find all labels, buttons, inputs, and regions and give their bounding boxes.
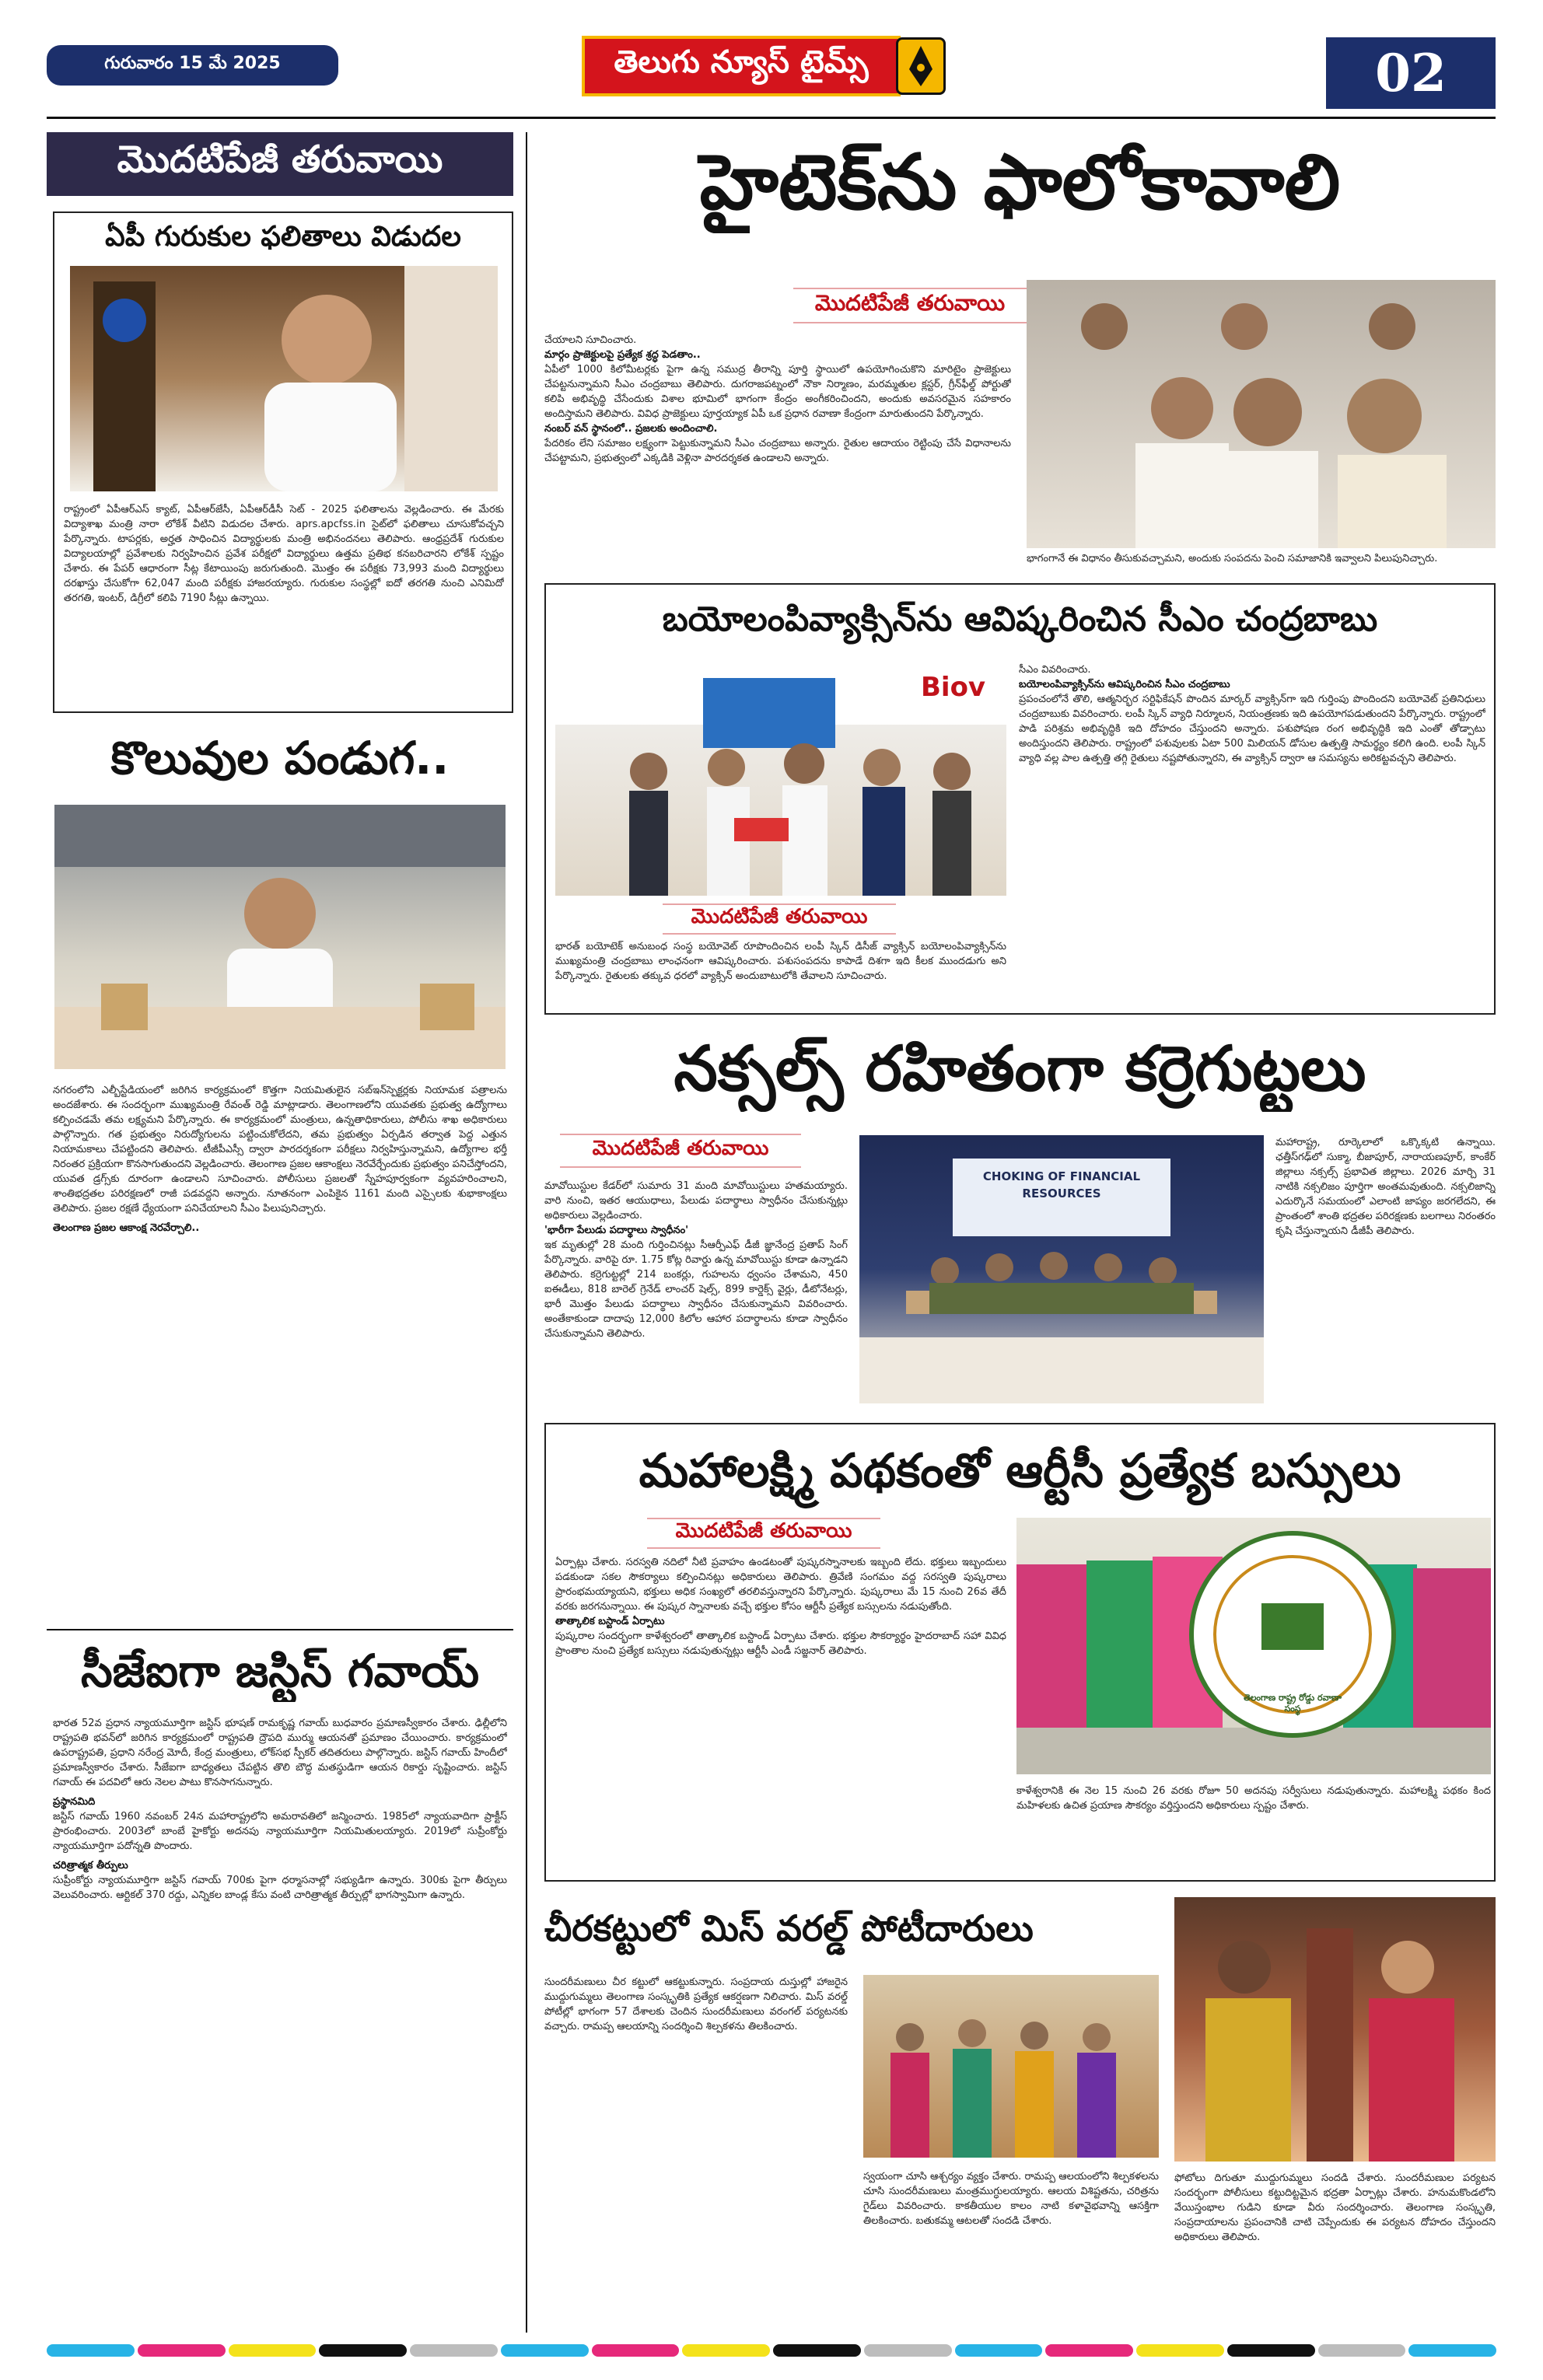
revanth-photo: [54, 805, 506, 1069]
hitec-subhead-2: నంబర్ వన్‌ స్థానంలో.. ప్రజలకు అందించాలి.: [544, 423, 718, 435]
masthead-logo: [582, 30, 947, 103]
miss-world-body-left: సుందరీమణులు చీర కట్టులో ఆకట్టుకున్నారు. సంప్రదాయ దుస్తుల్లో హాజరైన ముద్దుగుమ్మలు తెలంగాణ సంస్కృతికి ప్రత్యేక ఆకర్షణగా నిలిచారు. మిస్ వరల్డ్ పోటీల్లో భాగంగా 57 దేశాలకు చెందిన సుందరీమణులు వరంగల్ పర్యటనకు వచ్చారు. రామప్ప ఆలయాన్ని సందర్శించి శిల్పకళను తిలకించారు.: [544, 1976, 848, 2032]
vaccine-body-left: భారత్ బయోటెక్ అనుబంధ సంస్థ బయోవెట్ రూపొందించిన లంపీ స్కిన్ డిసీజ్ వ్యాక్సిన్ బయోలంపివ్యాక్సిన్‌ను ముఖ్యమంత్రి చంద్రబాబు లాంఛనంగా ఆవిష్కరించారు. పశుసంపదను కాపాడే దిశగా ఇది కీలక ముందడుగు అని పేర్కొన్నారు. రైతులకు తక్కువ ధరలో వ్యాక్సిన్ అందుబాటులోకి తేవాలని సూచించారు.: [555, 941, 1006, 982]
header-rule: [47, 117, 1496, 119]
cji-story: [47, 1629, 513, 2336]
issue-date: గురువారం 15 మే 2025: [47, 45, 338, 86]
hitec-continued: మొదటిపేజీ తరువాయి: [793, 288, 1027, 323]
vaccine-headline: బయోలంపివ్యాక్సిన్‌ను ఆవిష్కరించిన సీఎం చంద్రబాబు: [662, 599, 1378, 639]
hitec-headline: హైటెక్‌ను ఫాలోకావాలి: [699, 138, 1341, 227]
hitec-body-text-2: ఏపీలో 1000 కిలోమీటర్లకు పైగా ఉన్న సముద్ర తీరాన్ని పూర్తి స్థాయిలో ఉపయోగించుకొని మారిటైం ప్రాజెక్టులు చేపట్టనున్నామని సీఎం చంద్రబాబు తెలిపారు. దుగరాజపట్నంలో నౌకా నిర్మాణం, మరమ్మతుల క్లస్టర్, గ్రీన్‌ఫీల్డ్ పోర్టుతో కలిపి అభివృద్ధి చేసేందుకు విశాల భూమిలో భాగంగా కేంద్రం అంగీకరించిందని, అందుకు అవసరమైన సహకారం అందిస్తామని తెలిపారు. వివిధ ప్రాజెక్టులు పూర్తయ్యాక ఏపీ ఒక ప్రధాన రవాణా కేంద్రంగా మారుతుందని పేర్కొన్నారు.: [544, 364, 1011, 420]
crpf-press-photo: [859, 1135, 1264, 1403]
miss-world-portrait-photo: [1174, 1897, 1496, 2162]
rtc-headline: మహాలక్ష్మి పథకంతో ఆర్టీసీ ప్రత్యేక బస్సులు: [639, 1444, 1401, 1498]
gurukul-body: రాష్ట్రంలో ఏపీఆర్ఎస్ క్యాట్, ఏపీఆర్‌జేసీ, ఏపీఆర్‌డీసీ సెట్ - 2025 ఫలితాలను వెల్లడించారు. ఈ మేరకు విద్యాశాఖ మంత్రి నారా లోకేశ్ వీటిని విడుదల చేశారు. aprs.apcfss.in సైట్‌లో ఫలితాలు చూసుకోవచ్చని పేర్కొన్నారు. టాపర్లకు, అర్హత సాధించిన విద్యార్థులకు మంత్రి అభినందనలు తెలిపారు. ఆంధ్రప్రదేశ్ గురుకుల విద్యాలయాల్లో ప్రవేశాలకు నిర్వహించిన ప్రవేశ పరీక్షలో విద్యార్థులు ఉత్తమ ప్రతిభ కనబరిచారని లోకేశ్ స్పష్టం చేశారు. ఈ పేపర్ ఆధారంగా సీట్ల కేటాయింపు జరుగుతుంది. మొత్తం ఈ పరీక్షకు 73,993 మంది విద్యార్థులు దరఖాస్తు చేసుకోగా 62,047 మంది పరీక్షకు హాజరయ్యారు. గురుకుల సంస్థల్లో ఐదో తరగతి నుంచి ఎనిమిదో తరగతి, ఇంటర్, డిగ్రీలో కలిపి 7190 సీట్లు ఉన్నాయి.: [64, 504, 504, 604]
cji-rule: [47, 1629, 513, 1630]
cm-meeting-photo: [1027, 280, 1496, 548]
cji-subhead-1: ప్రస్థానమిది: [53, 1796, 96, 1808]
rtc-story: [544, 1423, 1496, 1882]
hitec-caption: భాగంగానే ఈ విధానం తీసుకువచ్చామని, అందుకు సంపదను పెంచి సమాజానికి ఇవ్వాలని పిలుపునిచ్చారు.: [1027, 553, 1438, 564]
jobs-title: కొలువుల పండుగ..: [110, 732, 450, 785]
jobs-body: [53, 1083, 507, 1627]
rtc-subhead: తాత్కాలిక బస్టాండ్ ఏర్పాటు: [555, 1616, 665, 1627]
vaccine-subhead: బయోలంపివ్యాక్సిన్‌ను ఆవిష్కరించిన సీఎం చంద్రబాబు: [1019, 679, 1230, 690]
masthead-title: తెలుగు న్యూస్ టైమ్స్: [582, 36, 901, 96]
color-registration-strip: [47, 2344, 1496, 2357]
miss-world-story: [544, 1897, 1496, 2336]
rtc-body-text-2: పుష్కరాల సందర్భంగా కాళేశ్వరంలో తాత్కాలిక బస్టాండ్ ఏర్పాటు చేశారు. భక్తుల సౌకర్యార్థం హైదరాబాద్ సహా వివిధ ప్రాంతాల నుంచి ప్రత్యేక బస్సులు నడుపుతున్నట్లు ఆర్టీసీ ఎండీ సజ్జనార్ తెలిపారు.: [555, 1630, 1006, 1657]
hitec-subhead-1: మార్గం ప్రాజెక్టులపై ప్రత్యేక శ్రద్ధ పెడతాం..: [544, 349, 701, 361]
pen-nib-icon: [896, 37, 946, 95]
cji-body-text: భారత 52వ ప్రధాన న్యాయమూర్తిగా జస్టిస్ భూషణ్ రామకృష్ణ గవాయ్ బుధవారం ప్రమాణస్వీకారం చేశారు. ఢిల్లీలోని రాష్ట్రపతి భవన్‌లో జరిగిన కార్యక్రమంలో రాష్ట్రపతి ద్రౌపది ముర్ము ఆయనతో ప్రమాణం చేయించారు. కార్యక్రమంలో ఉపరాష్ట్రపతి, ప్రధాని నరేంద్ర మోదీ, కేంద్ర మంత్రులు, లోక్‌సభ స్పీకర్ తదితరులు పాల్గొన్నారు. జస్టిస్ గవాయ్ హిందీలో ప్రమాణస్వీకారం చేశారు. సీజేఐగా బాధ్యతలు చేపట్టిన తొలి బౌద్ధ మతస్థుడిగా ఆయన రికార్డు సృష్టించారు. జస్టిస్ గవాయ్ ఈ పదవిలో ఆరు నెలల పాటు కొనసాగనున్నారు.: [53, 1718, 507, 1788]
naxals-subhead: 'భారీగా పేలుడు పదార్థాలు స్వాధీనం': [544, 1225, 689, 1236]
page-number: 02: [1326, 37, 1496, 109]
miss-world-headline: చీరకట్టులో మిస్ వరల్డ్ పోటీదారులు: [544, 1907, 1034, 1949]
vaccine-body-right-text-2: ప్రపంచంలోనే తొలి, ఆత్మనిర్భర సర్టిఫికేషన్ పొందిన మార్కర్ వ్యాక్సిన్‌గా ఇది గుర్తింపు పొందిందని బయోవెట్ ప్రతినిధులు చంద్రబాబుకు వివరించారు. లంపీ స్కిన్ వ్యాధి నిర్మూలన, నియంత్రణకు ఇది ఉపయోగపడుతుందని పేర్కొన్నారు. రాష్ట్రంలో పాడి పరిశ్రమ అభివృద్ధికి ఇది దోహదం చేస్తుందని అన్నారు. పశుపోషణ రంగ అభివృద్ధికి ఇది ఎంతో తోడ్పాటు అందిస్తుందని తెలిపారు. రాష్ట్రంలో పశువులకు ఏటా 500 మిలియన్ డోసుల ఉత్పత్తి సామర్థ్యం కలిగి ఉంది. లంపీ స్కిన్ వ్యాధి వల్ల పాల ఉత్పత్తి తగ్గి రైతులు నష్టపోతున్నారని, ఈ వ్యాక్సిన్ ద్వారా ఆ సమస్యను అరికట్టవచ్చని తెలిపారు.: [1019, 694, 1485, 764]
biov-banner-text: Biov: [921, 672, 986, 703]
rtc-body-right: కాళేశ్వరానికి ఈ నెల 15 నుంచి 26 వరకు రోజూ 50 అదనపు సర్వీసులు నడుపుతున్నారు. మహాలక్ష్మి పథకం కింద మహిళలకు ఉచిత ప్రయాణ సౌకర్యం వర్తిస్తుందని అధికారులు స్పష్టం చేశారు.: [1016, 1785, 1491, 1812]
hitec-body: [544, 333, 1011, 566]
jobs-body-text: నగరంలోని ఎల్బీస్టేడియంలో జరిగిన కార్యక్రమంలో కొత్తగా నియమితులైన సబ్‌ఇన్‌స్పెక్టర్లకు నియామక పత్రాలను అందజేశారు. ఈ సందర్భంగా ముఖ్యమంత్రి రేవంత్ రెడ్డి మాట్లాడారు. తెలంగాణలోని యువతకు ప్రభుత్వ ఉద్యోగాలు కల్పించడమే తమ లక్ష్యమని పేర్కొన్నారు. ఈ కార్యక్రమంలో మంత్రులు, ఉన్నతాధికారులు, పోలీసు శాఖ అధికారులు పాల్గొన్నారు. గత ప్రభుత్వం నిరుద్యోగులను పట్టించుకోలేదని, తమ ప్రభుత్వం ఏర్పడిన తర్వాత పెద్ద ఎత్తున నియామకాలు చేపట్టిందని తెలిపారు. టీజీపీఎస్సీ ద్వారా పారదర్శకంగా పరీక్షలు నిర్వహిస్తున్నామని, ఉద్యోగాల భర్తీ నిరంతర ప్రక్రియగా కొనసాగుతుందని వెల్లడించారు. తెలంగాణ ప్రజల ఆకాంక్షలు నెరవేర్చేందుకు ప్రభుత్వం పనిచేస్తోందని, యువత డ్రగ్స్‌కు దూరంగా ఉండాలని సూచించారు. పోలీసులు ప్రజలతో స్నేహపూర్వకంగా వ్యవహరించాలని, శాంతిభద్రతల పరిరక్షణలో రాజీ పడవద్దని అన్నారు. నూతనంగా ఎంపికైన 1161 మంది ఎస్సైలకు శుభాకాంక్షలు తెలిపారు. ప్రజల రక్షణే ధ్యేయంగా పనిచేయాలని సీఎం పిలుపునిచ్చారు.: [53, 1085, 507, 1214]
naxals-story: [544, 1026, 1496, 1427]
hitec-body-text: చేయాలని సూచించారు.: [544, 334, 637, 346]
section-banner: మొదటిపేజీ తరువాయి: [47, 132, 513, 196]
vaccine-launch-photo: [555, 662, 1006, 896]
column-divider: [526, 132, 527, 2333]
hitec-body-text-3: పేదరికం లేని సమాజం లక్ష్యంగా పెట్టుకున్నామని సీఎం చంద్రబాబు అన్నారు. రైతుల ఆదాయం రెట్టింపు చేసే విధానాలను చేపట్టామని, ప్రభుత్వంలో ఎక్కడికి వెళ్లినా పారదర్శకత ఉండాలని అన్నారు.: [544, 438, 1011, 464]
financial-banner-text: CHOKING OF FINANCIAL RESOURCES: [982, 1169, 1141, 1200]
rtc-body: [555, 1555, 1006, 1874]
jobs-story: [47, 727, 513, 1629]
page-header: [0, 0, 1543, 109]
naxals-headline: నక్సల్స్ రహితంగా కర్రెగుట్టలు: [674, 1033, 1366, 1105]
hitec-story: [544, 132, 1496, 568]
vaccine-body-right: [1019, 662, 1485, 1008]
gurukul-box: [53, 211, 513, 713]
miss-world-body-right: ఫోటోలు దిగుతూ ముద్దుగుమ్మలు సందడి చేశారు. సుందరీమణుల పర్యటన సందర్భంగా పోలీసులు కట్టుదిట్టమైన భద్రతా ఏర్పాట్లు చేశారు. హనుమకొండలోని వేయిస్తంభాల గుడిని కూడా వీరు సందర్శించారు. తెలంగాణ సంస్కృతి, సంప్రదాయాలను ప్రపంచానికి చాటి చెప్పేందుకు ఈ పర్యటన దోహదం చేస్తుందని అధికారులు తెలిపారు.: [1174, 2172, 1496, 2243]
naxals-body: [544, 1179, 848, 1424]
tsrtc-logo-text: తెలంగాణ రాష్ట్ర రోడ్డు రవాణా సంస్థ: [1244, 1693, 1342, 1714]
vaccine-body-right-text: సీఎం వివరించారు.: [1019, 664, 1091, 676]
vaccine-story: [544, 583, 1496, 1015]
left-column: [47, 132, 513, 2333]
jobs-subhead: తెలంగాణ ప్రజల ఆకాంక్ష నెరవేర్చాలి..: [53, 1222, 200, 1234]
rtc-body-text: ఏర్పాట్లు చేశారు. సరస్వతి నదిలో నీటి ప్రవాహం ఉండటంతో పుష్కరస్నానాలకు ఇబ్బంది లేదు. భక్తులు ఇబ్బందులు పడకుండా సకల సౌకర్యాలు కల్పించినట్లు అధికారులు తెలిపారు. త్రివేణి సంగమం వద్ద సరస్వతి పుష్కరాలు ప్రారంభమయ్యాయని, భక్తులు అధిక సంఖ్యలో తరలివస్తున్నారని పేర్కొన్నారు. పుష్కరాలు మే 15 నుంచి 26వ తేదీ వరకు జరగనున్నాయి. ఈ పుష్కర స్నానాలకు వచ్చే భక్తుల కోసం ఆర్టీసీ ప్రత్యేక బస్సులను నడుపుతోంది.: [555, 1557, 1006, 1613]
rtc-continued: మొదటిపేజీ తరువాయి: [647, 1518, 880, 1549]
naxals-continued: మొదటిపేజీ తరువాయి: [560, 1134, 801, 1168]
cji-title: సీజేఐగా జస్టిస్ గవాయ్: [80, 1644, 480, 1697]
naxals-body-text-2: ఇక మృతుల్లో 28 మంది గుర్తించినట్లు సీఆర్పీఎఫ్ డీజీ జ్ఞానేంద్ర ప్రతాప్ సింగ్ పేర్కొన్నారు. వారిపై రూ. 1.75 కోట్ల రివార్డు ఉన్న మావోయిస్టు కూడా ఉన్నాడని తెలిపారు. కర్రెగుట్టల్లో 214 బంకర్లు, గుహలను ధ్వంసం చేశామని, 450 ఐఈడీలు, 818 బారెల్ గ్రెనేడ్ లాంచర్ షెల్స్, 899 కార్డెక్స్ వైర్లు, డీటోనేటర్లు, భారీ మొత్తం పేలుడు పదార్థాలు స్వాధీనం చేసుకున్నామని వివరించారు. అంతేకాకుండా దాదాపు 12,000 కిలోల ఆహార పదార్థాలను కూడా స్వాధీనం చేసుకున్నామని తెలిపారు.: [544, 1239, 848, 1340]
miss-world-group-photo: [863, 1975, 1159, 2158]
cji-body: [53, 1716, 507, 2330]
cji-subhead-2: చరిత్రాత్మక తీర్పులు: [53, 1860, 128, 1871]
vaccine-continued: మొదటిపేజీ తరువాయి: [663, 903, 896, 935]
cji-body-text-3: సుప్రీంకోర్టు న్యాయమూర్తిగా జస్టిస్ గవాయ్ 700కు పైగా ధర్మాసనాల్లో సభ్యుడిగా ఉన్నారు. 300కు పైగా తీర్పులు వెలువరించారు. ఆర్టికల్ 370 రద్దు, ఎన్నికల బాండ్ల కేసు వంటి చారిత్రాత్మక తీర్పుల్లో భాగస్వామిగా ఉన్నారు.: [53, 1875, 507, 1901]
lokesh-photo: [70, 266, 498, 491]
naxals-body-text: మావోయిస్టుల కేడర్‌లో సుమారు 31 మంది మావోయిస్టులు హతమయ్యారు. వారి నుంచి, ఇతర ఆయుధాలు, పేలుడు పదార్థాలు స్వాధీనం చేసుకున్నట్లు అధికారులు వెల్లడించారు.: [544, 1180, 848, 1221]
miss-world-body-mid: స్వయంగా చూసి ఆశ్చర్యం వ్యక్తం చేశారు. రామప్ప ఆలయంలోని శిల్పకళలను చూసి సుందరీమణులు మంత్రముగ్ధులయ్యారు. ఆలయ విశిష్టతను, చరిత్రను గైడ్‌లు వివరించారు. కాకతీయుల కాలం నాటి కళావైభవాన్ని ఆసక్తిగా తిలకించారు. బతుకమ్మ ఆటలతో సందడి చేశారు.: [863, 2171, 1159, 2227]
naxals-body-right: మహారాష్ట్ర, రూర్కెలాలో ఒక్కొక్కటి ఉన్నాయి. ఛత్తీస్‌గఢ్‌లో సుక్మా, బీజాపూర్, నారాయణపూర్, కాంకేర్ జిల్లాలు నక్సల్స్ ప్రభావిత జిల్లాలు. 2026 మార్చి 31 నాటికి నక్సలిజం పూర్తిగా అంతమవుతుంది. నక్సలిజాన్ని ఎదుర్కొనే సమయంలో ఎలాంటి జాప్యం జరగలేదని, ఈ ప్రాంతంలో శాంతి భద్రతల పరిరక్షణకు బలగాలు నిరంతరం కృషి చేస్తున్నాయని డీజీపీ తెలిపారు.: [1275, 1137, 1496, 1237]
gurukul-title: ఏపీ గురుకుల ఫలితాలు విడుదల: [105, 221, 461, 253]
rtc-buses-photo: [1016, 1518, 1491, 1774]
cji-body-text-2: జస్టిస్ గవాయ్ 1960 నవంబర్ 24న మహారాష్ట్రలోని అమరావతిలో జన్మించారు. 1985లో న్యాయవాదిగా ప్రాక్టీస్ ప్రారంభించారు. 2003లో బాంబే హైకోర్టు అదనపు న్యాయమూర్తిగా నియమితులయ్యారు. 2019లో సుప్రీంకోర్టు న్యాయమూర్తిగా పదోన్నతి పొందారు.: [53, 1811, 507, 1852]
